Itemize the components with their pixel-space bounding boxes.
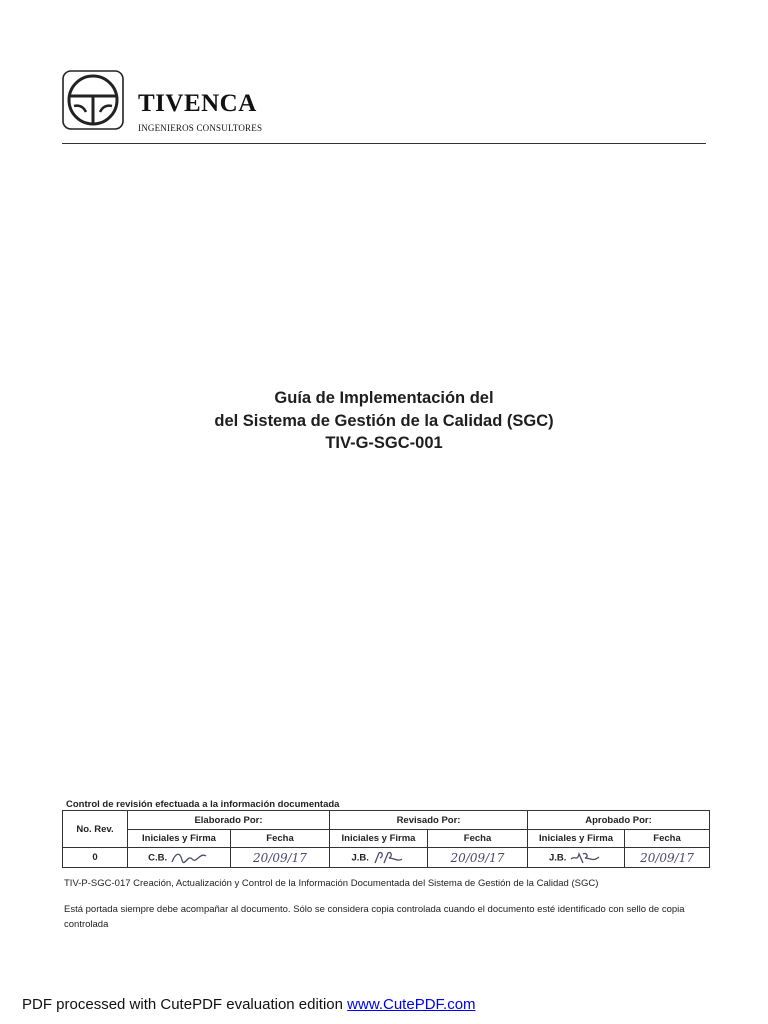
cell-no-rev: 0	[63, 848, 128, 868]
cell-elaborado-fecha	[231, 848, 330, 868]
company-subtitle: INGENIEROS CONSULTORES	[138, 123, 263, 133]
header-no-rev: No. Rev.	[63, 811, 128, 848]
cell-aprobado-fecha	[625, 848, 710, 868]
header-elaborado-fecha: Fecha	[231, 830, 330, 848]
header-aprobado: Aprobado Por:	[528, 811, 710, 830]
header-elaborado: Elaborado Por:	[128, 811, 330, 830]
elaborado-initials: C.B.	[148, 852, 168, 864]
table-row	[63, 848, 710, 868]
footer-text: PDF processed with CutePDF evaluation edition	[22, 996, 348, 1013]
document-title-line2: del Sistema de Gestión de la Calidad (SGC)	[214, 412, 554, 430]
header-revisado-fecha: Fecha	[428, 830, 528, 848]
revision-control-table	[62, 810, 710, 868]
cell-revisado-fecha	[428, 848, 528, 868]
controlled-copy-disclaimer: Está portada siempre debe acompañar al documento. Sólo se considera copia controlada cuando el documento esté identificado con sello de copia controlada	[64, 904, 685, 930]
cell-revisado-iniciales	[330, 848, 428, 868]
signature-icon	[170, 850, 210, 866]
cell-aprobado-iniciales	[528, 848, 625, 868]
revisado-date: 20/09/17	[450, 850, 505, 865]
header-aprobado-iniciales: Iniciales y Firma	[528, 830, 625, 848]
aprobado-date: 20/09/17	[640, 850, 694, 865]
tivenca-logo-icon	[62, 70, 124, 130]
header-elaborado-iniciales: Iniciales y Firma	[128, 830, 231, 848]
procedure-reference: TIV-P-SGC-017 Creación, Actualización y Control de la Información Documentada del Sistema de Gestión de la Calidad (SGC)	[64, 878, 599, 889]
header-aprobado-fecha: Fecha	[625, 830, 710, 848]
company-name: TIVENCA	[138, 90, 257, 117]
cutepdf-link[interactable]: www.CutePDF.com	[347, 996, 476, 1013]
document-code: TIV-G-SGC-001	[325, 434, 443, 452]
header-revisado-iniciales: Iniciales y Firma	[330, 830, 428, 848]
table-subheader-row	[63, 830, 710, 848]
revision-control-caption: Control de revisión efectuada a la información documentada	[66, 799, 340, 810]
signature-icon	[372, 850, 406, 866]
signature-icon	[569, 850, 603, 866]
document-title-line1: Guía de Implementación del	[274, 389, 494, 407]
aprobado-initials: J.B.	[548, 852, 567, 864]
revisado-initials: J.B.	[351, 852, 369, 864]
header-divider	[62, 143, 706, 144]
cutepdf-footer	[22, 996, 476, 1013]
elaborado-date: 20/09/17	[253, 850, 307, 865]
cell-elaborado-iniciales	[128, 848, 231, 868]
header-revisado: Revisado Por:	[330, 811, 528, 830]
table-header-row	[63, 811, 710, 830]
